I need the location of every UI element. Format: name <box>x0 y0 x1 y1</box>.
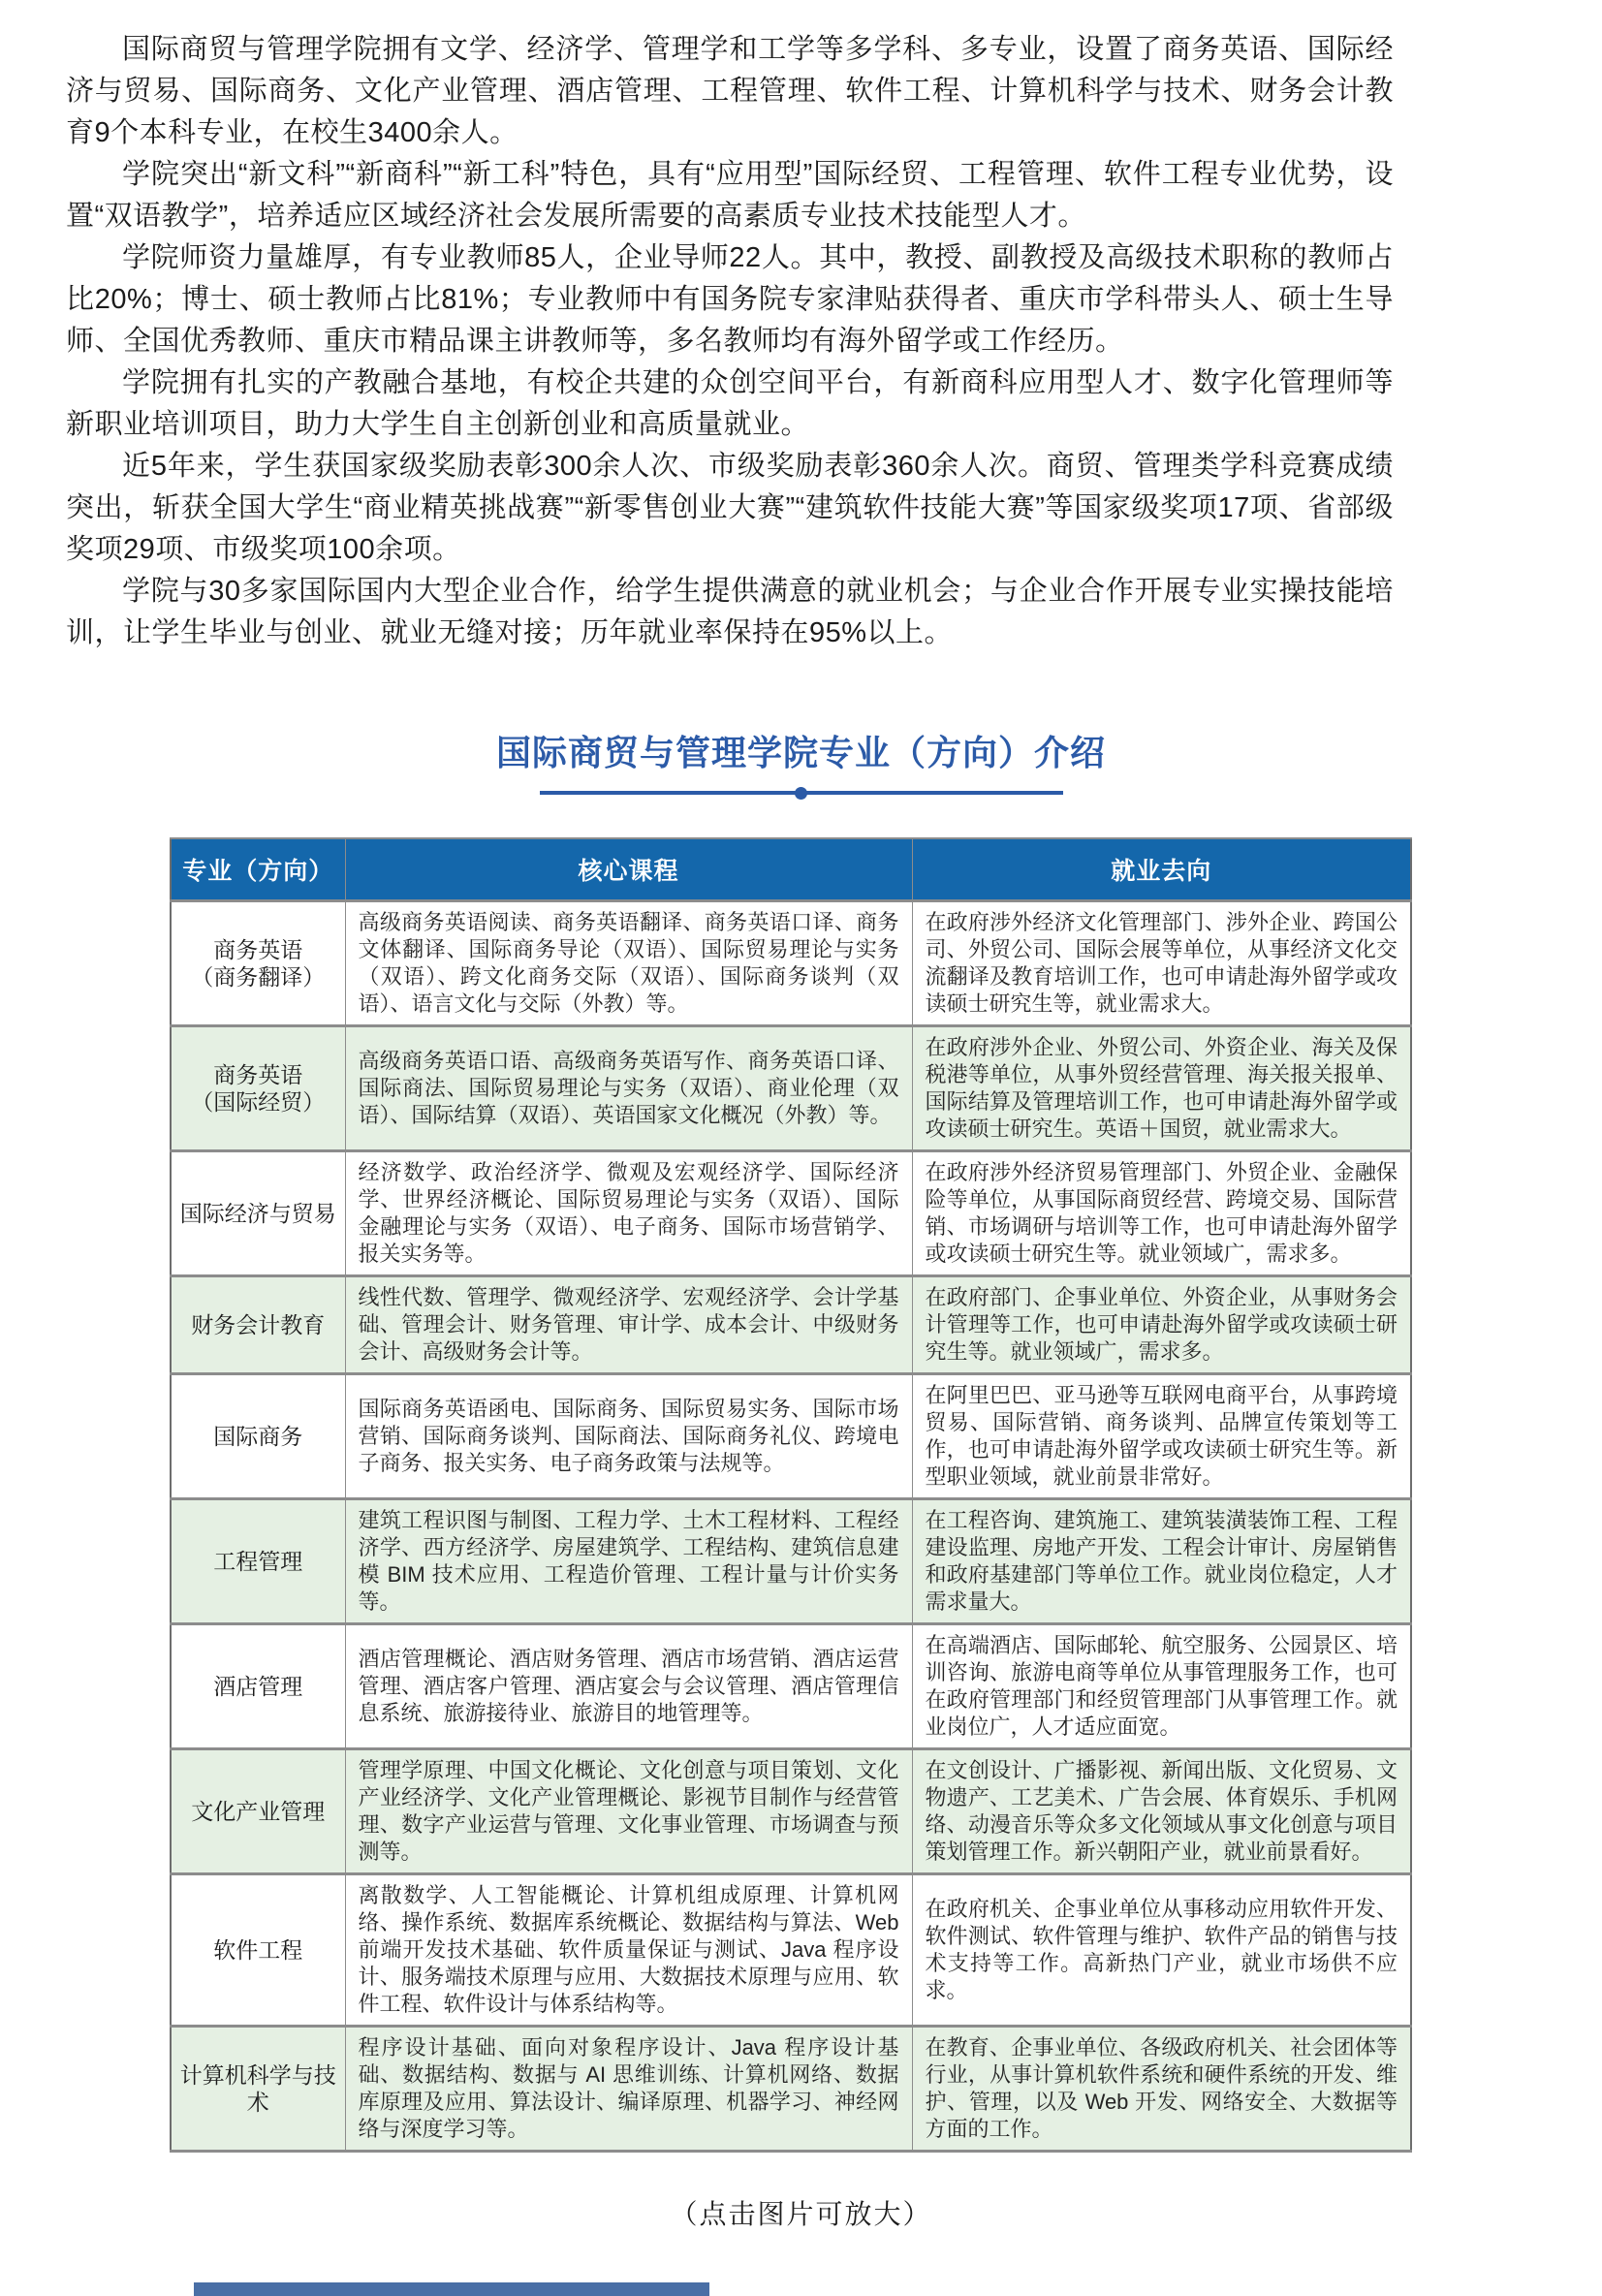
intro-paragraph: 国际商贸与管理学院拥有文学、经济学、管理学和工学等多学科、多专业，设置了商务英语、国际经济与贸易、国际商务、文化产业管理、酒店管理、工程管理、软件工程、计算机科学与技术、财务会计教育9个本科专业，在校生3400余人。 <box>66 34 1394 148</box>
major-name: 商务英语 <box>213 937 303 962</box>
careers-cell: 在政府涉外经济贸易管理部门、外贸企业、金融保险等单位，从事国际商贸经营、跨境交易、国际营销、市场调研与培训等工作，也可申请赴海外留学或攻读硕士研究生等。就业领域广，需求多。 <box>912 1151 1411 1276</box>
footer-bar <box>194 2282 709 2296</box>
table-header-row <box>171 838 1411 901</box>
major-name: 计算机科学与技术 <box>179 2062 336 2115</box>
title-underline <box>540 791 1063 795</box>
section-title: 国际商贸与管理学院专业（方向）介绍 <box>495 733 1106 772</box>
majors-table-body <box>171 901 1411 2152</box>
intro-paragraph: 近5年来，学生获国家级奖励表彰300余人次、市级奖励表彰360余人次。商贸、管理类学科竞赛成绩突出，斩获全国大学生“商业精英挑战赛”“新零售创业大赛”“建筑软件技能大赛”等国家级奖项17项、省部级奖项29项、市级奖项100余项。 <box>66 451 1394 565</box>
col-header-careers: 就业去向 <box>912 838 1411 901</box>
major-cell <box>171 1749 345 1874</box>
intro-paragraph: 学院与30多家国际国内大型企业合作，给学生提供满意的就业机会；与企业合作开展专业实操技能培训，让学生毕业与创业、就业无缝对接；历年就业率保持在95%以上。 <box>66 576 1394 648</box>
careers-cell: 在政府机关、企事业单位从事移动应用软件开发、软件测试、软件管理与维护、软件产品的销售与技术支持等工作。高新热门产业，就业市场供不应求。 <box>912 1874 1411 2027</box>
intro-paragraph: 学院师资力量雄厚，有专业教师85人，企业导师22人。其中，教授、副教授及高级技术职称的教师占比20%；博士、硕士教师占比81%；专业教师中有国务院专家津贴获得者、重庆市学科带头人、硕士生导师、全国优秀教师、重庆市精品课主讲教师等，多名教师均有海外留学或工作经历。 <box>66 242 1394 357</box>
careers-cell: 在政府涉外经济文化管理部门、涉外企业、跨国公司、外贸公司、国际会展等单位，从事经济文化交流翻译及教育培训工作，也可申请赴海外留学或攻读硕士研究生等，就业需求大。 <box>912 901 1411 1026</box>
table-row <box>171 2027 1411 2152</box>
courses-cell: 建筑工程识图与制图、工程力学、土木工程材料、工程经济学、西方经济学、房屋建筑学、工程结构、建筑信息建模 BIM 技术应用、工程造价管理、工程计量与计价实务等。 <box>345 1499 912 1624</box>
major-subtitle: （国际经贸） <box>191 1089 326 1115</box>
major-name: 文化产业管理 <box>191 1799 326 1824</box>
major-cell <box>171 1374 345 1499</box>
courses-cell: 管理学原理、中国文化概论、文化创意与项目策划、文化产业经济学、文化产业管理概论、影视节目制作与经营管理、数字产业运营与管理、文化事业管理、市场调查与预测等。 <box>345 1749 912 1874</box>
careers-cell: 在文创设计、广播影视、新闻出版、文化贸易、文物遗产、工艺美术、广告会展、体育娱乐、手机网络、动漫音乐等众多文化领域从事文化创意与项目策划管理工作。新兴朝阳产业，就业前景看好。 <box>912 1749 1411 1874</box>
careers-cell: 在政府涉外企业、外贸公司、外资企业、海关及保税港等单位，从事外贸经营管理、海关报关报单、国际结算及管理培训工作，也可申请赴海外留学或攻读硕士研究生。英语＋国贸，就业需求大。 <box>912 1026 1411 1151</box>
major-cell <box>171 1624 345 1749</box>
courses-cell: 程序设计基础、面向对象程序设计、Java 程序设计基础、数据结构、数据与 AI 思维训练、计算机网络、数据库原理及应用、算法设计、编译原理、机器学习、神经网络与深度学习等。 <box>345 2027 912 2152</box>
table-row <box>171 1874 1411 2027</box>
col-header-major: 专业（方向） <box>171 838 345 901</box>
major-name: 国际商务 <box>213 1424 303 1449</box>
intro-section <box>66 29 1394 654</box>
majors-table <box>170 837 1412 2153</box>
major-cell <box>171 1499 345 1624</box>
courses-cell: 酒店管理概论、酒店财务管理、酒店市场营销、酒店运营管理、酒店客户管理、酒店宴会与会议管理、酒店管理信息系统、旅游接待业、旅游目的地管理等。 <box>345 1624 912 1749</box>
table-row <box>171 1276 1411 1374</box>
table-row <box>171 1749 1411 1874</box>
courses-cell: 经济数学、政治经济学、微观及宏观经济学、国际经济学、世界经济概论、国际贸易理论与实务（双语）、国际金融理论与实务（双语）、电子商务、国际市场营销学、报关实务等。 <box>345 1151 912 1276</box>
major-cell <box>171 1151 345 1276</box>
table-row <box>171 1151 1411 1276</box>
table-row <box>171 1499 1411 1624</box>
intro-paragraph: 学院突出“新文科”“新商科”“新工科”特色，具有“应用型”国际经贸、工程管理、软件工程专业优势，设置“双语教学”，培养适应区域经济社会发展所需要的高素质专业技术技能型人才。 <box>66 159 1394 232</box>
underline-dot <box>795 787 807 800</box>
major-cell <box>171 901 345 1026</box>
table-row <box>171 1026 1411 1151</box>
major-subtitle: （商务翻译） <box>191 964 326 990</box>
courses-cell: 离散数学、人工智能概论、计算机组成原理、计算机网络、操作系统、数据库系统概论、数据结构与算法、Web 前端开发技术基础、软件质量保证与测试、Java 程序设计、服务端技术原理与应用、大数据技术原理与应用、软件工程、软件设计与体系结构等。 <box>345 1874 912 2027</box>
major-name: 国际经济与贸易 <box>179 1201 336 1226</box>
image-caption: （点击图片可放大） <box>670 2199 932 2229</box>
careers-cell: 在政府部门、企事业单位、外资企业，从事财务会计管理等工作，也可申请赴海外留学或攻读硕士研究生等。就业领域广，需求多。 <box>912 1276 1411 1374</box>
table-row <box>171 1374 1411 1499</box>
courses-cell: 线性代数、管理学、微观经济学、宏观经济学、会计学基础、管理会计、财务管理、审计学、成本会计、中级财务会计、高级财务会计等。 <box>345 1276 912 1374</box>
careers-cell: 在阿里巴巴、亚马逊等互联网电商平台，从事跨境贸易、国际营销、商务谈判、品牌宣传策划等工作，也可申请赴海外留学或攻读硕士研究生等。新型职业领域，就业前景非常好。 <box>912 1374 1411 1499</box>
col-header-courses: 核心课程 <box>345 838 912 901</box>
courses-cell: 高级商务英语口语、高级商务英语写作、商务英语口译、国际商法、国际贸易理论与实务（双语）、商业伦理（双语）、国际结算（双语）、英语国家文化概况（外教）等。 <box>345 1026 912 1151</box>
major-cell <box>171 1276 345 1374</box>
major-cell <box>171 1874 345 2027</box>
major-name: 财务会计教育 <box>191 1312 326 1337</box>
major-name: 工程管理 <box>213 1549 303 1574</box>
major-cell <box>171 1026 345 1151</box>
table-row <box>171 901 1411 1026</box>
courses-cell: 国际商务英语函电、国际商务、国际贸易实务、国际市场营销、国际商务谈判、国际商法、国际商务礼仪、跨境电子商务、报关实务、电子商务政策与法规等。 <box>345 1374 912 1499</box>
courses-cell: 高级商务英语阅读、商务英语翻译、商务英语口译、商务文体翻译、国际商务导论（双语）、国际贸易理论与实务（双语）、跨文化商务交际（双语）、国际商务谈判（双语）、语言文化与交际（外教）等。 <box>345 901 912 1026</box>
major-name: 酒店管理 <box>213 1674 303 1699</box>
careers-cell: 在高端酒店、国际邮轮、航空服务、公园景区、培训咨询、旅游电商等单位从事管理服务工作，也可在政府管理部门和经贸管理部门从事管理工作。就业岗位广，人才适应面宽。 <box>912 1624 1411 1749</box>
careers-cell: 在工程咨询、建筑施工、建筑装潢装饰工程、工程建设监理、房地产开发、工程会计审计、房屋销售和政府基建部门等单位工作。就业岗位稳定，人才需求量大。 <box>912 1499 1411 1624</box>
major-name: 商务英语 <box>213 1062 303 1087</box>
majors-table-image[interactable] <box>170 837 1410 2153</box>
major-name: 软件工程 <box>213 1937 303 1963</box>
intro-paragraph: 学院拥有扎实的产教融合基地，有校企共建的众创空间平台，有新商科应用型人才、数字化管理师等新职业培训项目，助力大学生自主创新创业和高质量就业。 <box>66 367 1394 440</box>
table-row <box>171 1624 1411 1749</box>
careers-cell: 在教育、企事业单位、各级政府机关、社会团体等行业，从事计算机软件系统和硬件系统的开发、维护、管理，以及 Web 开发、网络安全、大数据等方面的工作。 <box>912 2027 1411 2152</box>
major-cell <box>171 2027 345 2152</box>
